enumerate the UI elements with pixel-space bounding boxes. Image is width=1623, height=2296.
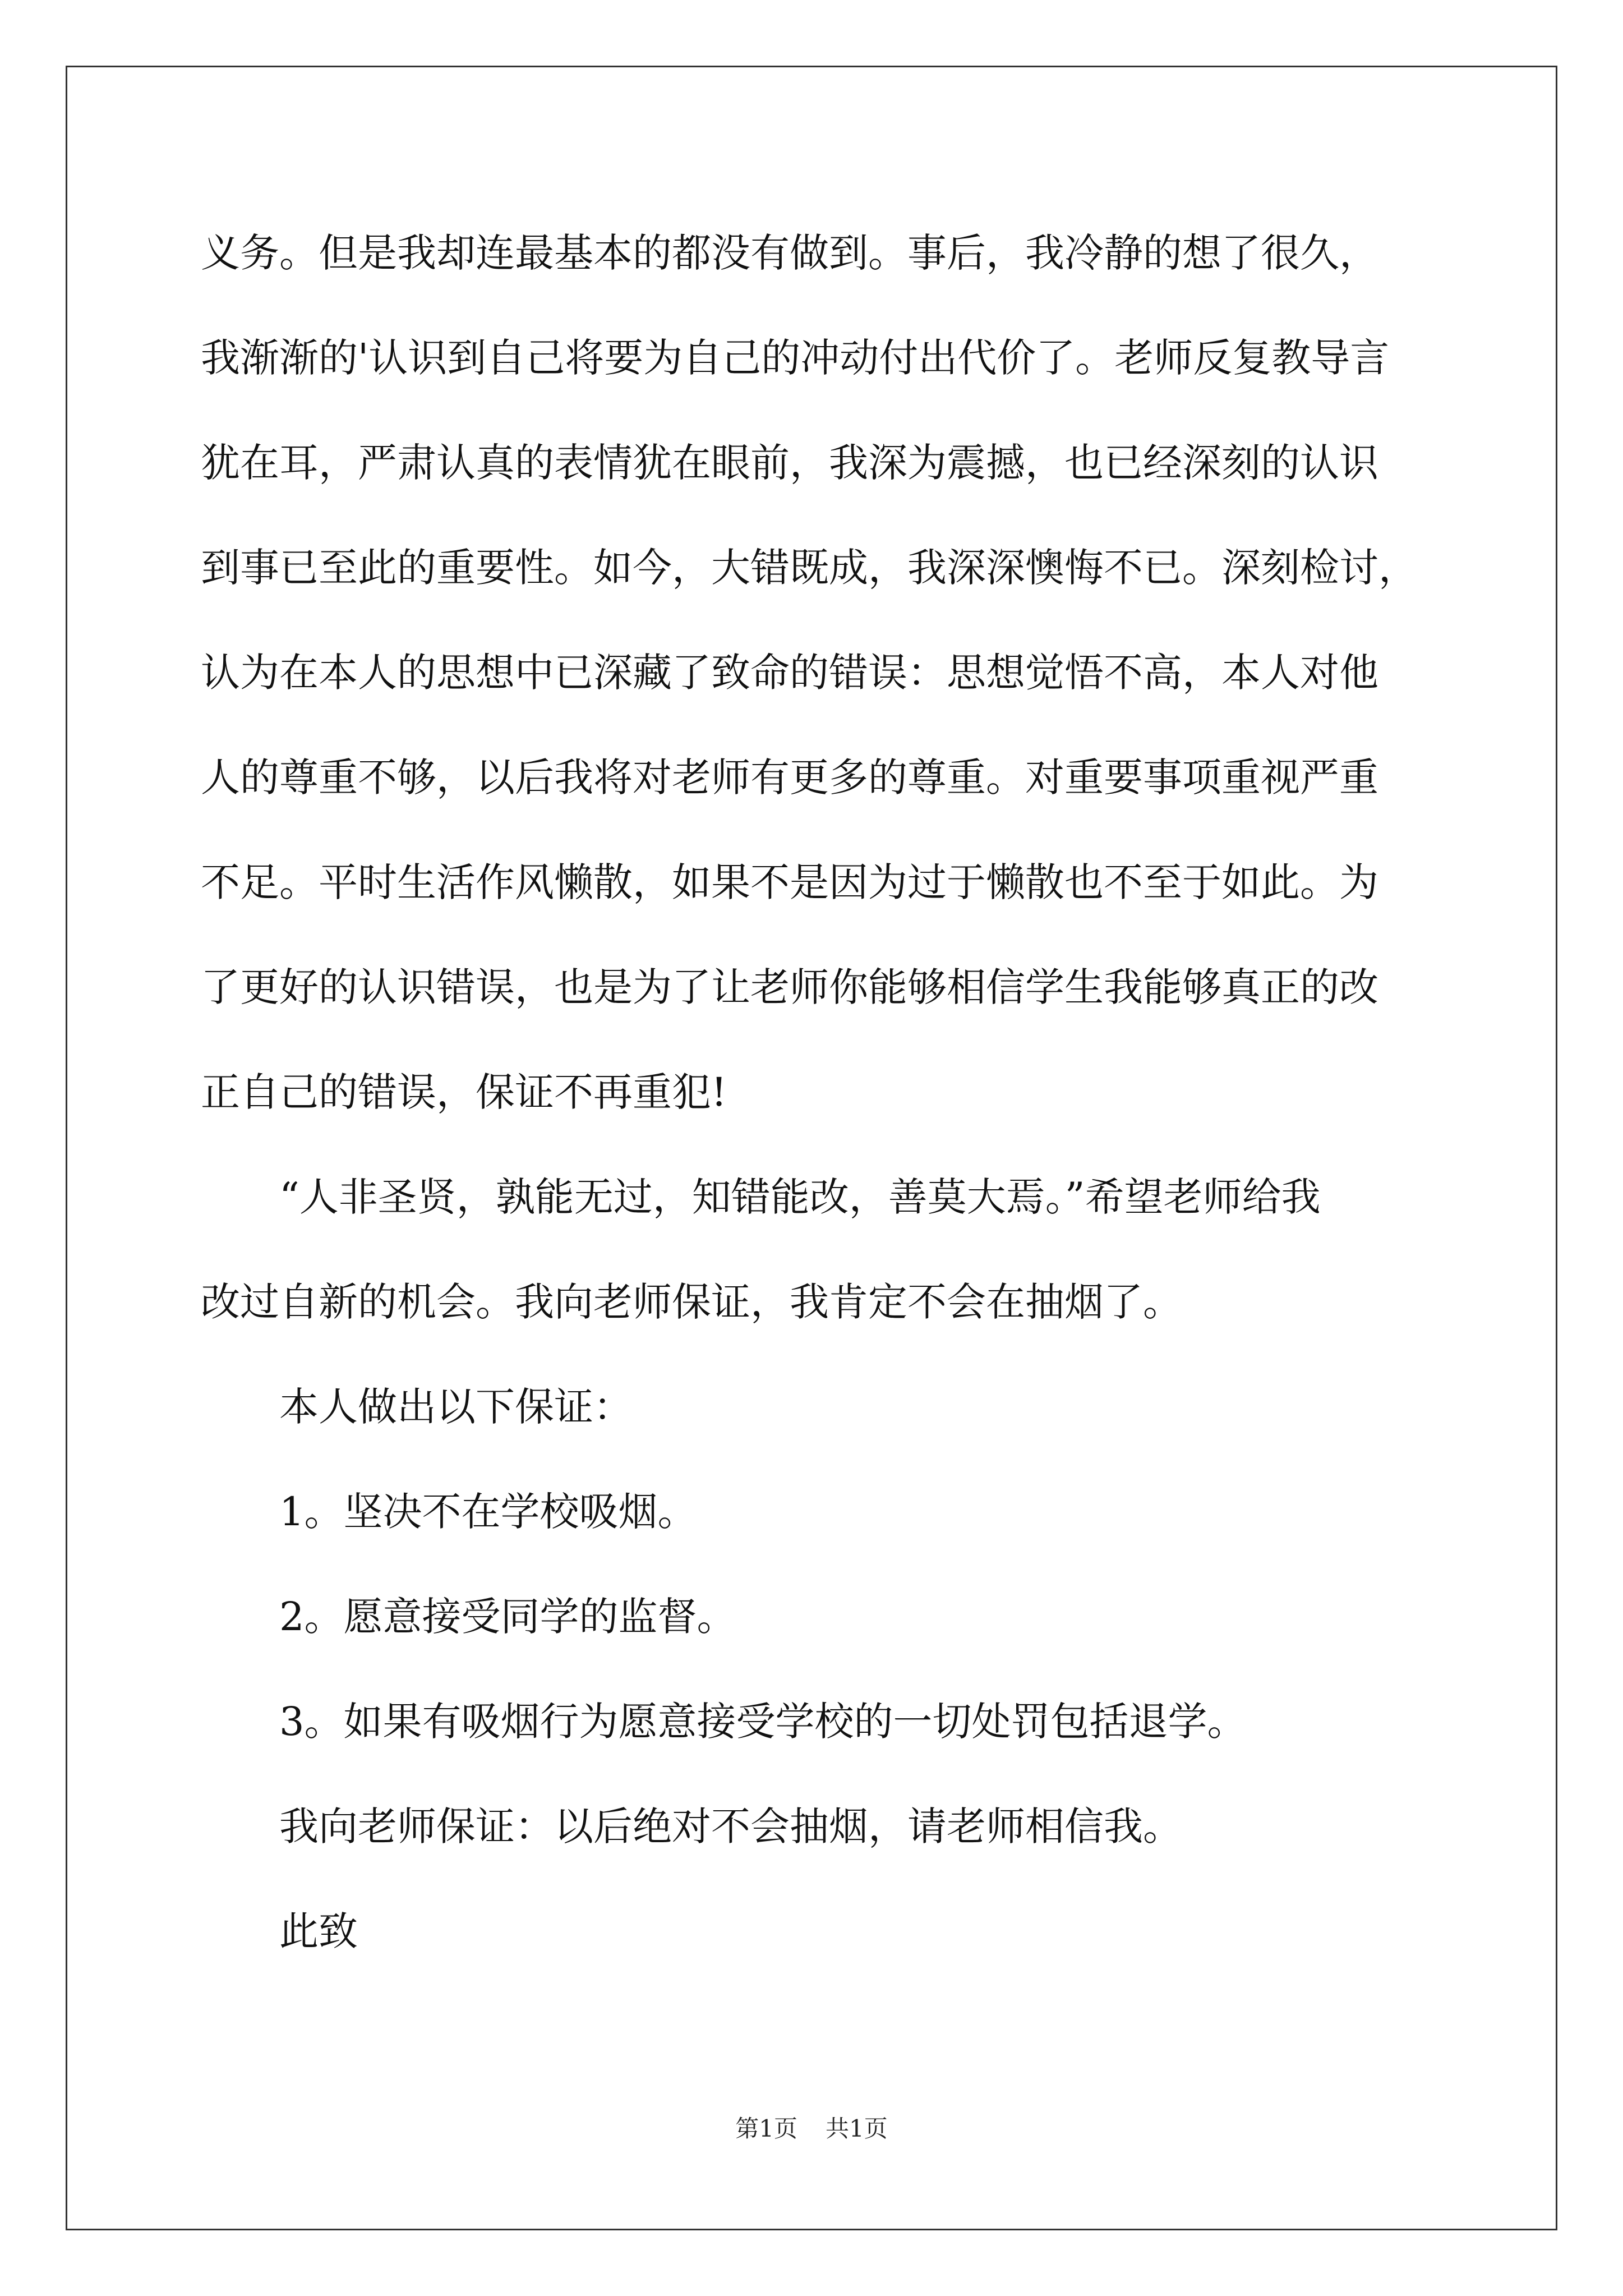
text-line: 了更好的认识错误，也是为了让老师你能够相信学生我能够真正的改 bbox=[201, 964, 1378, 1010]
text-line: 本人做出以下保证： bbox=[279, 1384, 633, 1430]
list-item: 3。如果有吸烟行为愿意接受学校的一切处罚包括退学。 bbox=[279, 1699, 1247, 1745]
text-line: 不足。平时生活作风懒散，如果不是因为过于懒散也不至于如此。为 bbox=[201, 859, 1378, 905]
document-body bbox=[201, 201, 1468, 1984]
page-footer bbox=[0, 2112, 1623, 2146]
text-line: 义务。但是我却连最基本的都没有做到。事后，我冷静的想了很久， bbox=[201, 230, 1378, 276]
text-line: 犹在耳，严肃认真的表情犹在眼前，我深为震撼，也已经深刻的认识 bbox=[201, 440, 1378, 486]
text-line: 认为在本人的思想中已深藏了致命的错误：思想觉悟不高，本人对他 bbox=[201, 650, 1378, 696]
text-line: 到事已至此的重要性。如今，大错既成，我深深懊悔不已。深刻检讨， bbox=[201, 545, 1418, 591]
text-line: 我向老师保证：以后绝对不会抽烟，请老师相信我。 bbox=[279, 1803, 1182, 1849]
text-line: 人的尊重不够，以后我将对老师有更多的尊重。对重要事项重视严重 bbox=[201, 754, 1378, 800]
list-item: 1。坚决不在学校吸烟。 bbox=[279, 1489, 697, 1535]
text-line: 正自己的错误，保证不再重犯! bbox=[201, 1069, 727, 1115]
text-line: 我渐渐的'认识到自己将要为自己的冲动付出代价了。老师反复教导言 bbox=[201, 335, 1390, 381]
text-line: “人非圣贤，孰能无过，知错能改，善莫大焉。”希望老师给我 bbox=[279, 1174, 1321, 1220]
page-number: 第1页 bbox=[735, 2115, 797, 2142]
closing-line: 此致 bbox=[279, 1908, 358, 1954]
page-total: 共1页 bbox=[826, 2115, 888, 2142]
list-item: 2。愿意接受同学的监督。 bbox=[279, 1594, 736, 1640]
text-line: 改过自新的机会。我向老师保证，我肯定不会在抽烟了。 bbox=[201, 1279, 1182, 1325]
